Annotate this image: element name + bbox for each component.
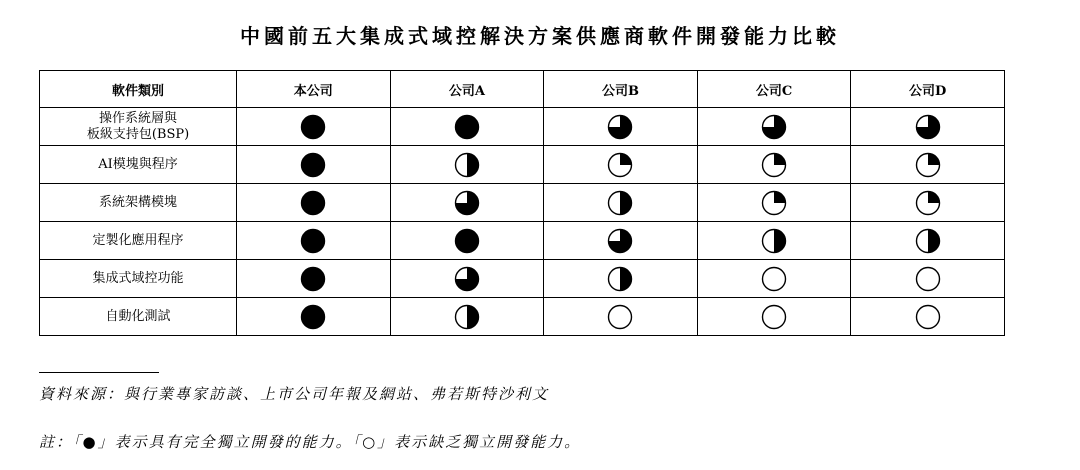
table-row — [40, 260, 1005, 298]
header-company-a: 公司A — [390, 71, 544, 108]
table-body — [40, 108, 1005, 336]
capability-pie-icon — [454, 228, 480, 254]
capability-pie-icon — [761, 190, 787, 216]
capability-pie-icon — [915, 304, 941, 330]
capability-pie-icon — [454, 266, 480, 292]
capability-pie-icon — [454, 190, 480, 216]
capability-cell — [851, 184, 1005, 222]
capability-pie-icon — [300, 152, 326, 178]
capability-pie-icon — [915, 152, 941, 178]
capability-pie-icon — [607, 152, 633, 178]
capability-pie-icon — [607, 228, 633, 254]
row-category-label: AI模塊與程序 — [40, 146, 237, 184]
table-row — [40, 184, 1005, 222]
capability-cell — [237, 298, 391, 336]
capability-pie-icon — [761, 152, 787, 178]
capability-cell — [851, 222, 1005, 260]
capability-pie-icon — [915, 266, 941, 292]
row-category-label: 集成式域控功能 — [40, 260, 237, 298]
table-row — [40, 222, 1005, 260]
capability-pie-icon — [454, 152, 480, 178]
source-note: 資料來源：與行業專家訪談、上市公司年報及網站、弗若斯特沙利文 — [39, 385, 550, 403]
footnote-divider — [39, 372, 159, 373]
capability-cell — [237, 222, 391, 260]
table-row — [40, 146, 1005, 184]
capability-cell — [544, 108, 698, 146]
capability-pie-icon — [300, 266, 326, 292]
capability-cell — [697, 146, 851, 184]
capability-pie-icon — [300, 304, 326, 330]
table-header-row — [40, 71, 1005, 108]
capability-cell — [237, 108, 391, 146]
capability-pie-icon — [915, 114, 941, 140]
capability-pie-icon — [300, 114, 326, 140]
capability-cell — [544, 184, 698, 222]
capability-pie-icon — [915, 190, 941, 216]
capability-cell — [697, 298, 851, 336]
capability-pie-icon — [454, 114, 480, 140]
page-title: 中國前五大集成式域控解決方案供應商軟件開發能力比較 — [240, 24, 840, 48]
capability-cell — [390, 184, 544, 222]
capability-cell — [237, 146, 391, 184]
capability-pie-icon — [915, 228, 941, 254]
capability-pie-icon — [607, 266, 633, 292]
capability-cell — [697, 108, 851, 146]
capability-pie-icon — [607, 304, 633, 330]
capability-pie-icon — [761, 228, 787, 254]
capability-cell — [697, 222, 851, 260]
capability-cell — [390, 146, 544, 184]
capability-cell — [544, 146, 698, 184]
capability-cell — [851, 260, 1005, 298]
capability-pie-icon — [761, 304, 787, 330]
capability-cell — [851, 146, 1005, 184]
header-company-self: 本公司 — [237, 71, 391, 108]
capability-cell — [544, 222, 698, 260]
row-category-label: 操作系統層與 板級支持包(BSP) — [40, 108, 237, 146]
capability-cell — [851, 298, 1005, 336]
row-category-label: 系統架構模塊 — [40, 184, 237, 222]
row-category-label: 自動化測試 — [40, 298, 237, 336]
table-row — [40, 108, 1005, 146]
capability-cell — [697, 260, 851, 298]
comparison-table — [39, 70, 1005, 336]
capability-cell — [390, 108, 544, 146]
capability-cell — [851, 108, 1005, 146]
header-company-d: 公司D — [851, 71, 1005, 108]
capability-pie-icon — [607, 114, 633, 140]
capability-cell — [390, 260, 544, 298]
legend-note: 註：「●」表示具有完全獨立開發的能力。「○」表示缺乏獨立開發能力。 — [39, 433, 582, 451]
capability-pie-icon — [300, 190, 326, 216]
capability-cell — [390, 298, 544, 336]
capability-pie-icon — [761, 114, 787, 140]
capability-cell — [237, 260, 391, 298]
capability-cell — [544, 298, 698, 336]
capability-cell — [237, 184, 391, 222]
capability-cell — [697, 184, 851, 222]
capability-pie-icon — [300, 228, 326, 254]
row-category-label: 定製化應用程序 — [40, 222, 237, 260]
capability-cell — [390, 222, 544, 260]
capability-cell — [544, 260, 698, 298]
table-row — [40, 298, 1005, 336]
capability-pie-icon — [761, 266, 787, 292]
capability-pie-icon — [607, 190, 633, 216]
header-category: 軟件類別 — [40, 71, 237, 108]
header-company-c: 公司C — [697, 71, 851, 108]
header-company-b: 公司B — [544, 71, 698, 108]
capability-pie-icon — [454, 304, 480, 330]
